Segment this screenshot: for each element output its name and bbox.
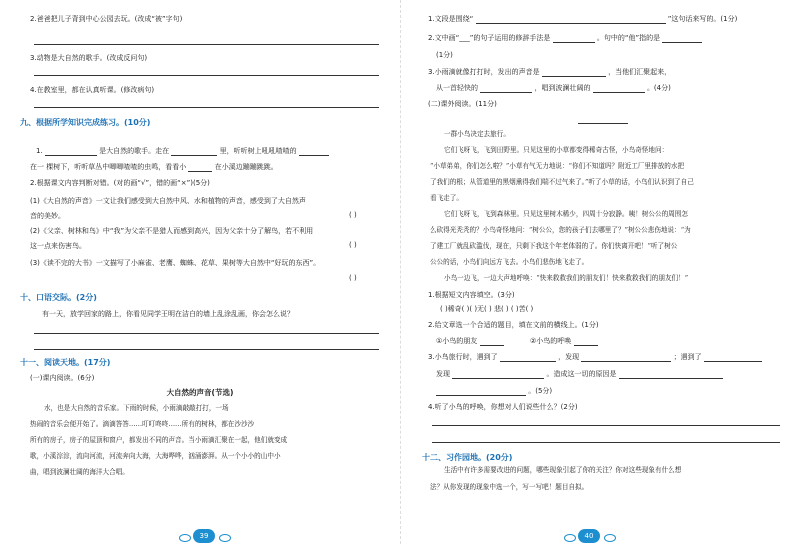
passage-line: 所有的房子，房子的屋顶和窗户，都发出不同的声音。当小雨滴汇聚在一起，他们就变成 xyxy=(30,436,288,444)
blank[interactable] xyxy=(188,163,212,172)
right-page xyxy=(400,0,800,544)
answer-line[interactable] xyxy=(34,75,379,76)
section-10-heading: 十、口语交际。(2分) xyxy=(20,293,97,302)
blank[interactable] xyxy=(619,370,723,379)
leaf-icon xyxy=(564,534,576,542)
answer-line[interactable] xyxy=(34,333,379,334)
r-reading-q3-line2: 发现 。造成这一切的原因是 xyxy=(436,369,723,379)
subsection-label: (二)课外阅读。(11分) xyxy=(428,100,497,108)
blank[interactable] xyxy=(45,147,97,156)
judge-instructions: 2.根据课文内容判断对错。(对的画“√”，错的画“×”)(5分) xyxy=(30,179,210,187)
r-reading-q4: 4.听了小鸟的呼唤，你想对人们说些什么？(2分) xyxy=(428,403,578,411)
section-11-heading: 十一、阅读天地。(17分) xyxy=(20,358,111,367)
blank[interactable] xyxy=(476,15,666,24)
story-line: 么砍得光秃秃的？小鸟奇怪地问：“树公公，您的孩子们去哪里了？”树公公悲伤地说：“为 xyxy=(430,226,691,234)
passage-line: 歌，小溪淙淙，流向河流，河流奔向大海，大海哗哗，汹涌澎湃。从一个小小的山中小 xyxy=(30,452,281,460)
leaf-icon xyxy=(604,534,616,542)
answer-line[interactable] xyxy=(34,44,379,45)
r-question-2-score: (1分) xyxy=(436,51,453,59)
r-reading-q1-blanks[interactable]: ( )稀奇( )( )无( ) 悲( ) ( )苦( ) xyxy=(440,305,534,313)
page-number-badge xyxy=(560,526,620,544)
blank[interactable] xyxy=(662,34,702,43)
page-number: 39 xyxy=(193,529,215,543)
section-12-heading: 十二、习作园地。(20分) xyxy=(422,453,513,462)
judge-paren[interactable]: ( ) xyxy=(349,211,357,219)
subsection-label: (一)课内阅读。(6分) xyxy=(30,374,95,382)
story-line: 看飞走了。 xyxy=(430,194,463,202)
answer-line[interactable] xyxy=(432,425,780,426)
blank[interactable] xyxy=(171,147,217,156)
section-9-heading: 九、根据所学知识完成练习。(10分) xyxy=(20,118,151,127)
story-line: 它们飞呀飞，飞到田野里。只见这里的小草都变得稀奇古怪，小鸟奇怪地问： xyxy=(444,146,669,154)
question-2: 2.爸爸把儿子背到中心公园去玩。(改成“被”字句) xyxy=(30,15,183,23)
leaf-icon xyxy=(179,534,191,542)
passage-line: 水，也是大自然的音乐家。下雨的时候，小雨滴敲敲打打，一场 xyxy=(44,404,229,412)
option-2[interactable]: ②小鸟的呼唤 xyxy=(530,336,598,346)
judge-item-2a: (2)《父亲、树林和鸟》中“我”为父亲不是猎人而感到高兴，因为父亲十分了解鸟，若不利用 xyxy=(30,227,314,235)
blank[interactable] xyxy=(581,353,671,362)
leaf-icon xyxy=(219,534,231,542)
r-reading-q3-line3: 。(5分) xyxy=(436,386,552,396)
r-reading-q3: 3.小鸟旅行时，遇到了 ，发现 ；遇到了 xyxy=(428,352,762,362)
story-line: 一群小鸟决定去旅行。 xyxy=(444,130,510,138)
story-line: 了建工厂就乱砍滥伐，现在，只剩下我这个年老体弱的了。你们快离开吧！”听了树公 xyxy=(430,242,678,250)
prompt-line: 法？从你发现的现象中选一个，写一写吧！题目自拟。 xyxy=(430,483,589,491)
blank[interactable] xyxy=(500,353,556,362)
question-3: 3.动物是大自然的歌手。(改成反问句) xyxy=(30,54,148,62)
passage-line: 曲，唱到波澜壮阔的海洋大合唱。 xyxy=(30,468,129,476)
r-reading-q1: 1.根据短文内容填空。(3分) xyxy=(428,291,515,299)
blank[interactable] xyxy=(593,84,645,93)
passage-title: 大自然的声音(节选) xyxy=(166,388,234,397)
judge-item-1b: 音的美妙。 xyxy=(30,212,65,220)
writing-prompt xyxy=(430,462,780,496)
blank[interactable] xyxy=(704,353,762,362)
title-blank[interactable] xyxy=(578,123,628,124)
passage-body xyxy=(30,400,380,480)
page-number: 40 xyxy=(578,529,600,543)
story-body xyxy=(430,126,780,286)
r-question-2: 2.文中画“___”的句子运用的修辞手法是 。句中的“他”指的是 xyxy=(428,33,702,43)
prompt-line: 生活中有许多需要改进的问题，哪些现象引起了你的关注？你对这些现象有什么想 xyxy=(444,466,682,474)
blank[interactable] xyxy=(452,370,544,379)
blank[interactable] xyxy=(480,84,532,93)
story-line: 了我们的根；从管道里的黑烟熏得我们喘不过气来了。”听了小草的话，小鸟们认识到了自己 xyxy=(430,178,694,186)
question-4: 4.在教室里，都在认真听课。(修改病句) xyxy=(30,86,155,94)
option-1[interactable]: ①小鸟的朋友 xyxy=(436,336,504,346)
blank[interactable] xyxy=(436,387,526,396)
judge-paren[interactable]: ( ) xyxy=(349,274,357,282)
answer-line[interactable] xyxy=(432,442,780,443)
page-number-badge xyxy=(175,526,235,544)
answer-line[interactable] xyxy=(34,107,379,108)
passage-line: 热闹的音乐会便开始了。滴滴答答……叮叮咚咚……所有的树林，都在沙沙沙 xyxy=(30,420,255,428)
judge-paren[interactable]: ( ) xyxy=(349,241,357,249)
judge-item-2b: 这一点来伤害鸟。 xyxy=(30,242,86,250)
oral-question: 有一天，放学回家的路上，你看见同学王明在洁白的墙上乱涂乱画，你会怎么说？ xyxy=(42,310,294,318)
fill-1-line2: 在一 棵树下，听听草丛中唧唧喳喳的虫鸣，看看小 在小溪边蹦蹦跳跳。 xyxy=(30,163,278,171)
story-line: 它们飞呀飞，飞到森林里。只见这里树木稀少，四周十分寂静。咦！树公公的周围怎 xyxy=(444,210,688,218)
judge-item-1a: (1)《大自然的声音》一文让我们感受到大自然中风、水和植物的声音，感受到了大自然声 xyxy=(30,197,306,205)
story-line: 小鸟一边飞，一边大声地呼唤：“快来救救我们的朋友们！快来救救我们的朋友们！” xyxy=(444,274,689,282)
blank[interactable] xyxy=(299,147,329,156)
story-line: “小草弟弟，你们怎么啦？”小草有气无力地说：“你们不知道吗？附近工厂里排放的水把 xyxy=(430,162,685,170)
r-question-3: 3.小雨滴就像打打时，发出的声音是 ，当他们汇聚起来， xyxy=(428,68,672,76)
fill-1-label: 1. 是大自然的歌手。走在 里，听听树上吼吼喳喳的 xyxy=(36,146,329,156)
r-reading-q2: 2.给文章选一个合适的题目，填在文前的横线上。(1分) xyxy=(428,321,599,329)
r-question-3-line2: 从一首轻快的 ，唱到波澜壮阔的 。(4分) xyxy=(436,84,671,92)
answer-line[interactable] xyxy=(34,349,379,350)
judge-item-3a: (3)《读不完的大书》一文描写了小麻雀、老鹰、蜘蛛、花草、果树等大自然中“好玩的东西”。 xyxy=(30,259,321,267)
blank[interactable] xyxy=(542,68,606,77)
r-question-1: 1.文段是围绕“ ”这句话来写的。(1分) xyxy=(428,15,738,23)
story-line: 公公的话，小鸟们向远方飞去。小鸟们悲伤地飞走了。 xyxy=(430,258,589,266)
blank[interactable] xyxy=(553,34,595,43)
